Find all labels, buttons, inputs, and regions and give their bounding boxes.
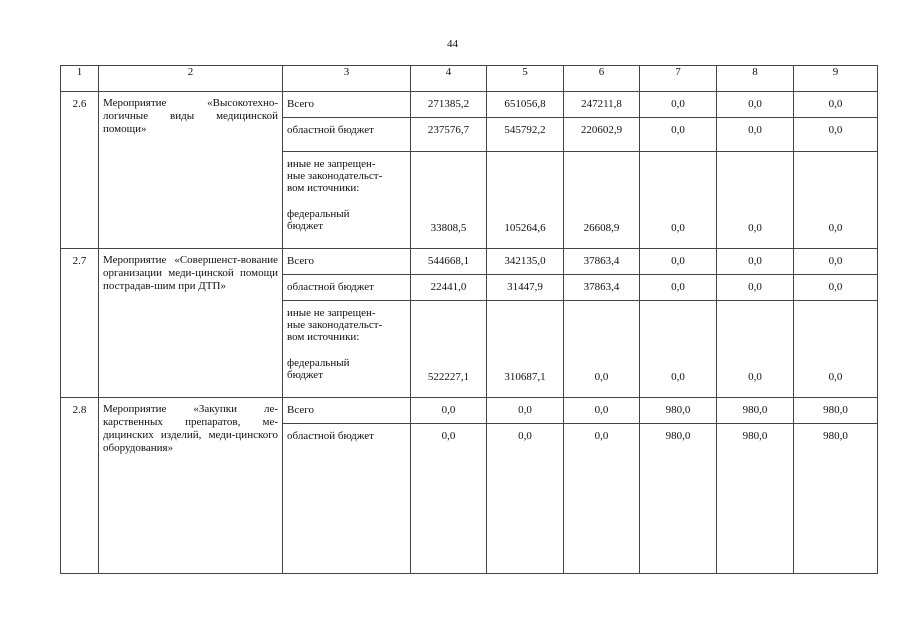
column-header: 6 bbox=[564, 66, 640, 92]
column-header: 3 bbox=[283, 66, 411, 92]
value-cell: 545792,2 bbox=[487, 118, 564, 152]
value-cell: 0,0 bbox=[564, 424, 640, 574]
federal-budget-label: федеральный bbox=[287, 208, 350, 220]
table-row bbox=[61, 249, 878, 275]
value-cell: 980,0 bbox=[640, 398, 717, 424]
value-cell: 237576,7 bbox=[411, 118, 487, 152]
value-cell: 0,0 bbox=[640, 249, 717, 275]
value-cell: 0,0 bbox=[794, 275, 878, 301]
value-cell: 0,0 bbox=[717, 249, 794, 275]
value-cell: 0,0 bbox=[794, 301, 878, 398]
other-sources-label: ные законодательст- bbox=[287, 170, 383, 182]
value-cell: 651056,8 bbox=[487, 92, 564, 118]
value-cell: 0,0 bbox=[717, 92, 794, 118]
row-number: 2.8 bbox=[61, 398, 99, 574]
federal-budget-label: бюджет bbox=[287, 220, 323, 232]
activity-name: Мероприятие «Совершенст-вование организации меди-цинской помощи пострадав-шим при ДТП» bbox=[99, 249, 283, 398]
federal-budget-label: федеральный bbox=[287, 357, 350, 369]
other-sources bbox=[283, 301, 411, 398]
value-cell: 0,0 bbox=[794, 152, 878, 249]
value-cell: 0,0 bbox=[717, 118, 794, 152]
value-cell: 247211,8 bbox=[564, 92, 640, 118]
value-cell: 522227,1 bbox=[411, 301, 487, 398]
other-sources-label: иные не запрещен- bbox=[287, 307, 376, 319]
value-cell: 544668,1 bbox=[411, 249, 487, 275]
column-header: 1 bbox=[61, 66, 99, 92]
column-header: 9 bbox=[794, 66, 878, 92]
page-number: 44 bbox=[447, 38, 458, 50]
value-cell: 0,0 bbox=[487, 398, 564, 424]
value-cell: 0,0 bbox=[794, 92, 878, 118]
value-cell: 0,0 bbox=[564, 301, 640, 398]
value-cell: 105264,6 bbox=[487, 152, 564, 249]
column-header: 8 bbox=[717, 66, 794, 92]
federal-budget-label: бюджет bbox=[287, 369, 323, 381]
value-cell: 22441,0 bbox=[411, 275, 487, 301]
value-cell: 980,0 bbox=[717, 398, 794, 424]
value-cell: 0,0 bbox=[717, 152, 794, 249]
value-cell: 0,0 bbox=[794, 118, 878, 152]
value-cell: 26608,9 bbox=[564, 152, 640, 249]
funding-source: Всего bbox=[283, 249, 411, 275]
value-cell: 0,0 bbox=[794, 249, 878, 275]
table-row bbox=[61, 92, 878, 118]
value-cell: 33808,5 bbox=[411, 152, 487, 249]
column-header: 2 bbox=[99, 66, 283, 92]
column-header: 5 bbox=[487, 66, 564, 92]
column-header: 4 bbox=[411, 66, 487, 92]
value-cell: 980,0 bbox=[794, 424, 878, 574]
value-cell: 37863,4 bbox=[564, 249, 640, 275]
budget-table bbox=[60, 65, 878, 574]
value-cell: 220602,9 bbox=[564, 118, 640, 152]
value-cell: 342135,0 bbox=[487, 249, 564, 275]
other-sources-label: вом источники: bbox=[287, 182, 360, 194]
value-cell: 0,0 bbox=[411, 398, 487, 424]
header-row bbox=[61, 66, 878, 92]
value-cell: 980,0 bbox=[717, 424, 794, 574]
value-cell: 980,0 bbox=[794, 398, 878, 424]
value-cell: 0,0 bbox=[640, 92, 717, 118]
activity-name: Мероприятие «Закупки ле-карственных препаратов, ме-дицинских изделий, меди-цинского оборудования» bbox=[99, 398, 283, 574]
value-cell: 0,0 bbox=[640, 275, 717, 301]
value-cell: 0,0 bbox=[411, 424, 487, 574]
funding-source: областной бюджет bbox=[283, 275, 411, 301]
activity-name: Мероприятие «Высокотехно-логичные виды медицинской помощи» bbox=[99, 92, 283, 249]
value-cell: 0,0 bbox=[717, 301, 794, 398]
other-sources-label: иные не запрещен- bbox=[287, 158, 376, 170]
funding-source: областной бюджет bbox=[283, 424, 411, 574]
value-cell: 980,0 bbox=[640, 424, 717, 574]
other-sources-label: вом источники: bbox=[287, 331, 360, 343]
value-cell: 0,0 bbox=[717, 275, 794, 301]
value-cell: 0,0 bbox=[640, 152, 717, 249]
value-cell: 0,0 bbox=[640, 301, 717, 398]
row-number: 2.7 bbox=[61, 249, 99, 398]
value-cell: 310687,1 bbox=[487, 301, 564, 398]
other-sources-label: ные законодательст- bbox=[287, 319, 383, 331]
value-cell: 31447,9 bbox=[487, 275, 564, 301]
funding-source: Всего bbox=[283, 92, 411, 118]
value-cell: 271385,2 bbox=[411, 92, 487, 118]
funding-source: Всего bbox=[283, 398, 411, 424]
value-cell: 0,0 bbox=[487, 424, 564, 574]
funding-source: областной бюджет bbox=[283, 118, 411, 152]
row-number: 2.6 bbox=[61, 92, 99, 249]
other-sources bbox=[283, 152, 411, 249]
column-header: 7 bbox=[640, 66, 717, 92]
value-cell: 37863,4 bbox=[564, 275, 640, 301]
table-row bbox=[61, 398, 878, 424]
value-cell: 0,0 bbox=[640, 118, 717, 152]
value-cell: 0,0 bbox=[564, 398, 640, 424]
